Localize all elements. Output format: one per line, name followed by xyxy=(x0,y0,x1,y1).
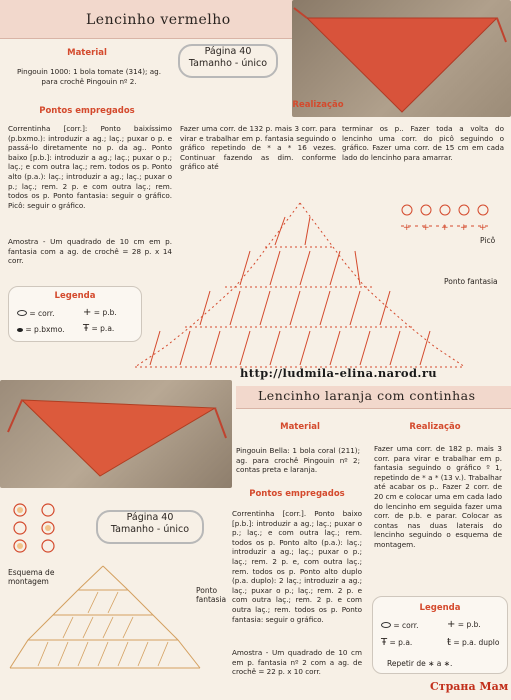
legend-corr-2: = corr. xyxy=(381,621,419,630)
bottom-legend xyxy=(372,596,508,674)
top-material-heading: Material xyxy=(67,48,107,58)
top-realizacao-col1: Fazer uma corr. de 132 p. mais 3 corr. para virar e trabalhar em p. fantasia seguindo o gráfico repetindo de * a * 16 vezes. Continuar fazendo as dim. conforme gráfico até xyxy=(180,124,336,172)
bottom-material-text: Pingouin Bella: 1 bola coral (211); ag. para crochê Pingouin nº 2; contas preta e laranja. xyxy=(236,446,360,475)
bottom-amostra-text: Amostra - Um quadrado de 10 cm em p. fantasia nº 2 com a ag. de crochê = 22 p. x 10 corr. xyxy=(232,648,362,677)
svg-text:+: + xyxy=(422,223,430,233)
top-title: Lencinho vermelho xyxy=(86,12,231,28)
bottom-page-box xyxy=(96,510,204,544)
repeat-note: Repetir de ∗ a ∗. xyxy=(387,659,453,668)
svg-text:+: + xyxy=(403,223,411,233)
esquema-label: Esquema de montagem xyxy=(8,568,55,586)
bottom-realizacao-heading: Realização xyxy=(409,422,461,432)
bottom-pontos-heading: Pontos empregados xyxy=(249,489,345,499)
top-legend xyxy=(8,286,142,342)
bottom-stitch-chart xyxy=(8,560,204,672)
legend-pb: + = p.b. xyxy=(83,307,117,318)
top-page-box xyxy=(178,44,278,78)
bottom-pontos-text: Correntinha [corr.]. Ponto baixo [p.b.]: introduzir a ag.; laç.; puxar o p.; laç.; e com outra laç.; rem. todos os p. Ponto alto (p.a.): laç.; introduzir a ag.; laç.; puxar o p.; laç.; rem. 2 p. e, com outra laç.; rem. todos os p. Ponto alto duplo (p.a. duplo): 2 laç.; introduzir a ag.; laç.; puxar o p.; laç.; rem. 2 p. e com outra laç.; rem. 2 p. e com outra laç.; rem. todos os p. Ponto fantasia: seguir o gráfico. xyxy=(232,509,362,624)
top-legend-title: Legenda xyxy=(54,291,96,301)
bottom-realizacao-text: Fazer uma corr. de 182 p. mais 3 corr. para virar e trabalhar em p. fantasia seguindo o gráfico º 1, repetindo de * a * (13 v.). Trabalhar até acabar os p.. Fazer 2 corr. de 20 cm e colocar uma em cada lado do lencinho em seguida fazer uma corr. de p.b. e parar. Colocar as contas nas duas laterais do lencinho seguindo o esquema de montagem. xyxy=(374,444,502,549)
legend-pa: Ŧ = p.a. xyxy=(83,323,115,334)
dot-icon xyxy=(17,328,23,332)
top-pontos-heading: Pontos empregados xyxy=(39,106,135,116)
svg-text:+: + xyxy=(479,223,487,233)
top-size-label: Tamanho - único xyxy=(188,58,268,69)
top-realizacao-heading: Realização xyxy=(292,100,344,110)
legend-pb-2: + = p.b. xyxy=(447,619,481,630)
pico-label: Picô xyxy=(480,236,496,245)
corner-logo: Страна Мам xyxy=(430,680,509,693)
bottom-legend-title: Legenda xyxy=(419,603,461,613)
legend-pa-duplo: ŧ = p.a. duplo xyxy=(447,637,500,648)
bottom-material-heading: Material xyxy=(280,422,320,432)
watermark-url: http://ludmila-elina.narod.ru xyxy=(240,366,438,380)
tall-stitch-icon: Ŧ xyxy=(83,323,90,334)
bottom-size-label: Tamanho - único xyxy=(110,524,190,535)
top-pontos-text: Correntinha [corr.]: Ponto baixíssimo (p.bxmo.): introduzir a ag.; laç.; puxar o p. e passá-lo diretamente no p. da ag.. Ponto baixo [p.b.]: introduzir a ag.; laç.; puxar o p.; laç.; e com outra laç.; rem. todos os p. Ponto alto (p.a.): laç.; introduzir a ag.; laç.; puxar o p.; laç.; rem. 2 p. e com outra laç.; rem. todos os p. Ponto fantasia: seguir o gráfico. Picô: seguir o gráfico. xyxy=(8,124,172,210)
legend-pbxmo: = p.bxmo. xyxy=(17,325,65,334)
bottom-fantasia-label: Ponto fantasia xyxy=(196,586,227,604)
svg-text:+: + xyxy=(441,223,449,233)
orange-shawl-photo xyxy=(0,380,232,488)
top-stitch-chart xyxy=(125,195,485,375)
bottom-page-label: Página 40 xyxy=(126,512,174,523)
bottom-title: Lencinho laranja com continhas xyxy=(258,388,476,403)
double-stitch-icon: ŧ xyxy=(447,637,451,648)
legend-pa-2: Ŧ = p.a. xyxy=(381,637,413,648)
svg-text:+: + xyxy=(460,223,468,233)
plus-icon: + xyxy=(83,307,92,318)
bead-assembly-diagram xyxy=(8,500,68,560)
top-amostra-text: Amostra - Um quadrado de 10 cm em p. fantasia com a ag. de crochê = 28 p. x 14 corr. xyxy=(8,237,172,266)
tall-stitch-icon: Ŧ xyxy=(381,637,388,648)
plus-icon: + xyxy=(447,619,456,630)
top-page-label: Página 40 xyxy=(204,46,252,57)
top-realizacao-col2: terminar os p.. Fazer toda a volta do lencinho uma corr. do picô seguindo o gráfico. Fazer uma corr. de 15 cm em cada lado do lencinho para amarrar. xyxy=(342,124,504,162)
legend-corr: = corr. xyxy=(17,309,55,318)
top-fantasia-label: Ponto fantasia xyxy=(444,277,498,286)
chain-icon xyxy=(381,622,391,628)
chain-icon xyxy=(17,310,27,316)
top-material-text: Pingouin 1000: 1 bola tomate (314); ag. para crochê Pingouin nº 2. xyxy=(16,67,161,86)
